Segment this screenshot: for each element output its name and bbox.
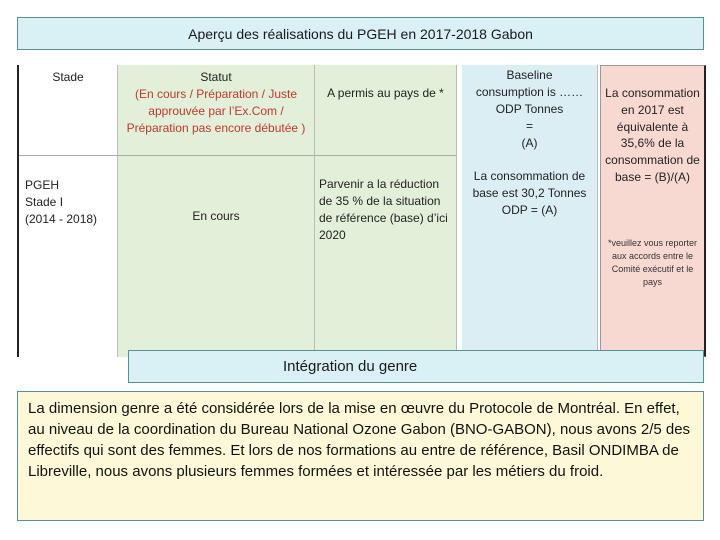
row-divider [315,155,456,156]
baseline-line2: consumption is …… [475,85,584,99]
slide-title-text: Aperçu des réalisations du PGEH en 2017-2018 Gabon [188,25,533,42]
gender-body-text: La dimension genre a été considérée lors de la mise en œuvre du Protocole de Montréal. En effet, au niveau de la coordination du Bureau National Ozone Gabon (BNO-GABON), nous avons 2/5 des effectifs qui sont des femmes. Et lors de nos formations au entre de référence, Basil ONDIMBA de Libreville, nous avons plusieurs femmes formées et intéressée par les métiers du froid. [28,400,691,480]
gender-label-text: Intégration du genre [283,358,418,375]
consommation-text: La consommation en 2017 est équivalente à 35,6% de la consommation de base = (B)/(A) [605,86,700,184]
baseline-column [462,65,598,357]
statut-value: En cours [192,209,240,223]
statut-header-title: Statut [200,70,232,84]
stade-header: Stade [52,70,84,84]
stade-column [17,65,118,357]
objectif-header: A permis au pays de * [327,86,444,100]
baseline-value: La consommation de base est 30,2 Tonnes ODP = (A) [472,169,587,217]
baseline-line5: (A) [521,136,538,150]
row-divider [118,155,314,156]
stade-value [25,177,97,228]
baseline-line1: Baseline [506,68,553,82]
baseline-line4: = [525,119,533,133]
row-divider [19,155,117,156]
statut-column [118,65,315,357]
consommation-column [600,65,706,357]
gender-section-label [128,350,704,383]
statut-header-detail: (En cours / Préparation / Juste approuvée par l’Ex.Com / Préparation pas encore débutée ) [126,87,306,135]
objectif-value: Parvenir a la réduction de 35 % de la situation de référence (base) d’ici 2020 [319,177,448,242]
gender-section-body [17,391,704,521]
consommation-note: *veuillez vous reporter aux accords entre le Comité exécutif et le pays [607,238,698,287]
stade-value-line3: (2014 - 2018) [25,212,98,226]
stade-value-line1: PGEH [25,178,60,192]
objectif-column [315,65,457,357]
baseline-header [464,67,595,152]
baseline-line3: ODP Tonnes [495,102,564,116]
statut-header [122,69,310,137]
slide-title [17,17,704,50]
stade-value-line2: Stade I [25,195,64,209]
